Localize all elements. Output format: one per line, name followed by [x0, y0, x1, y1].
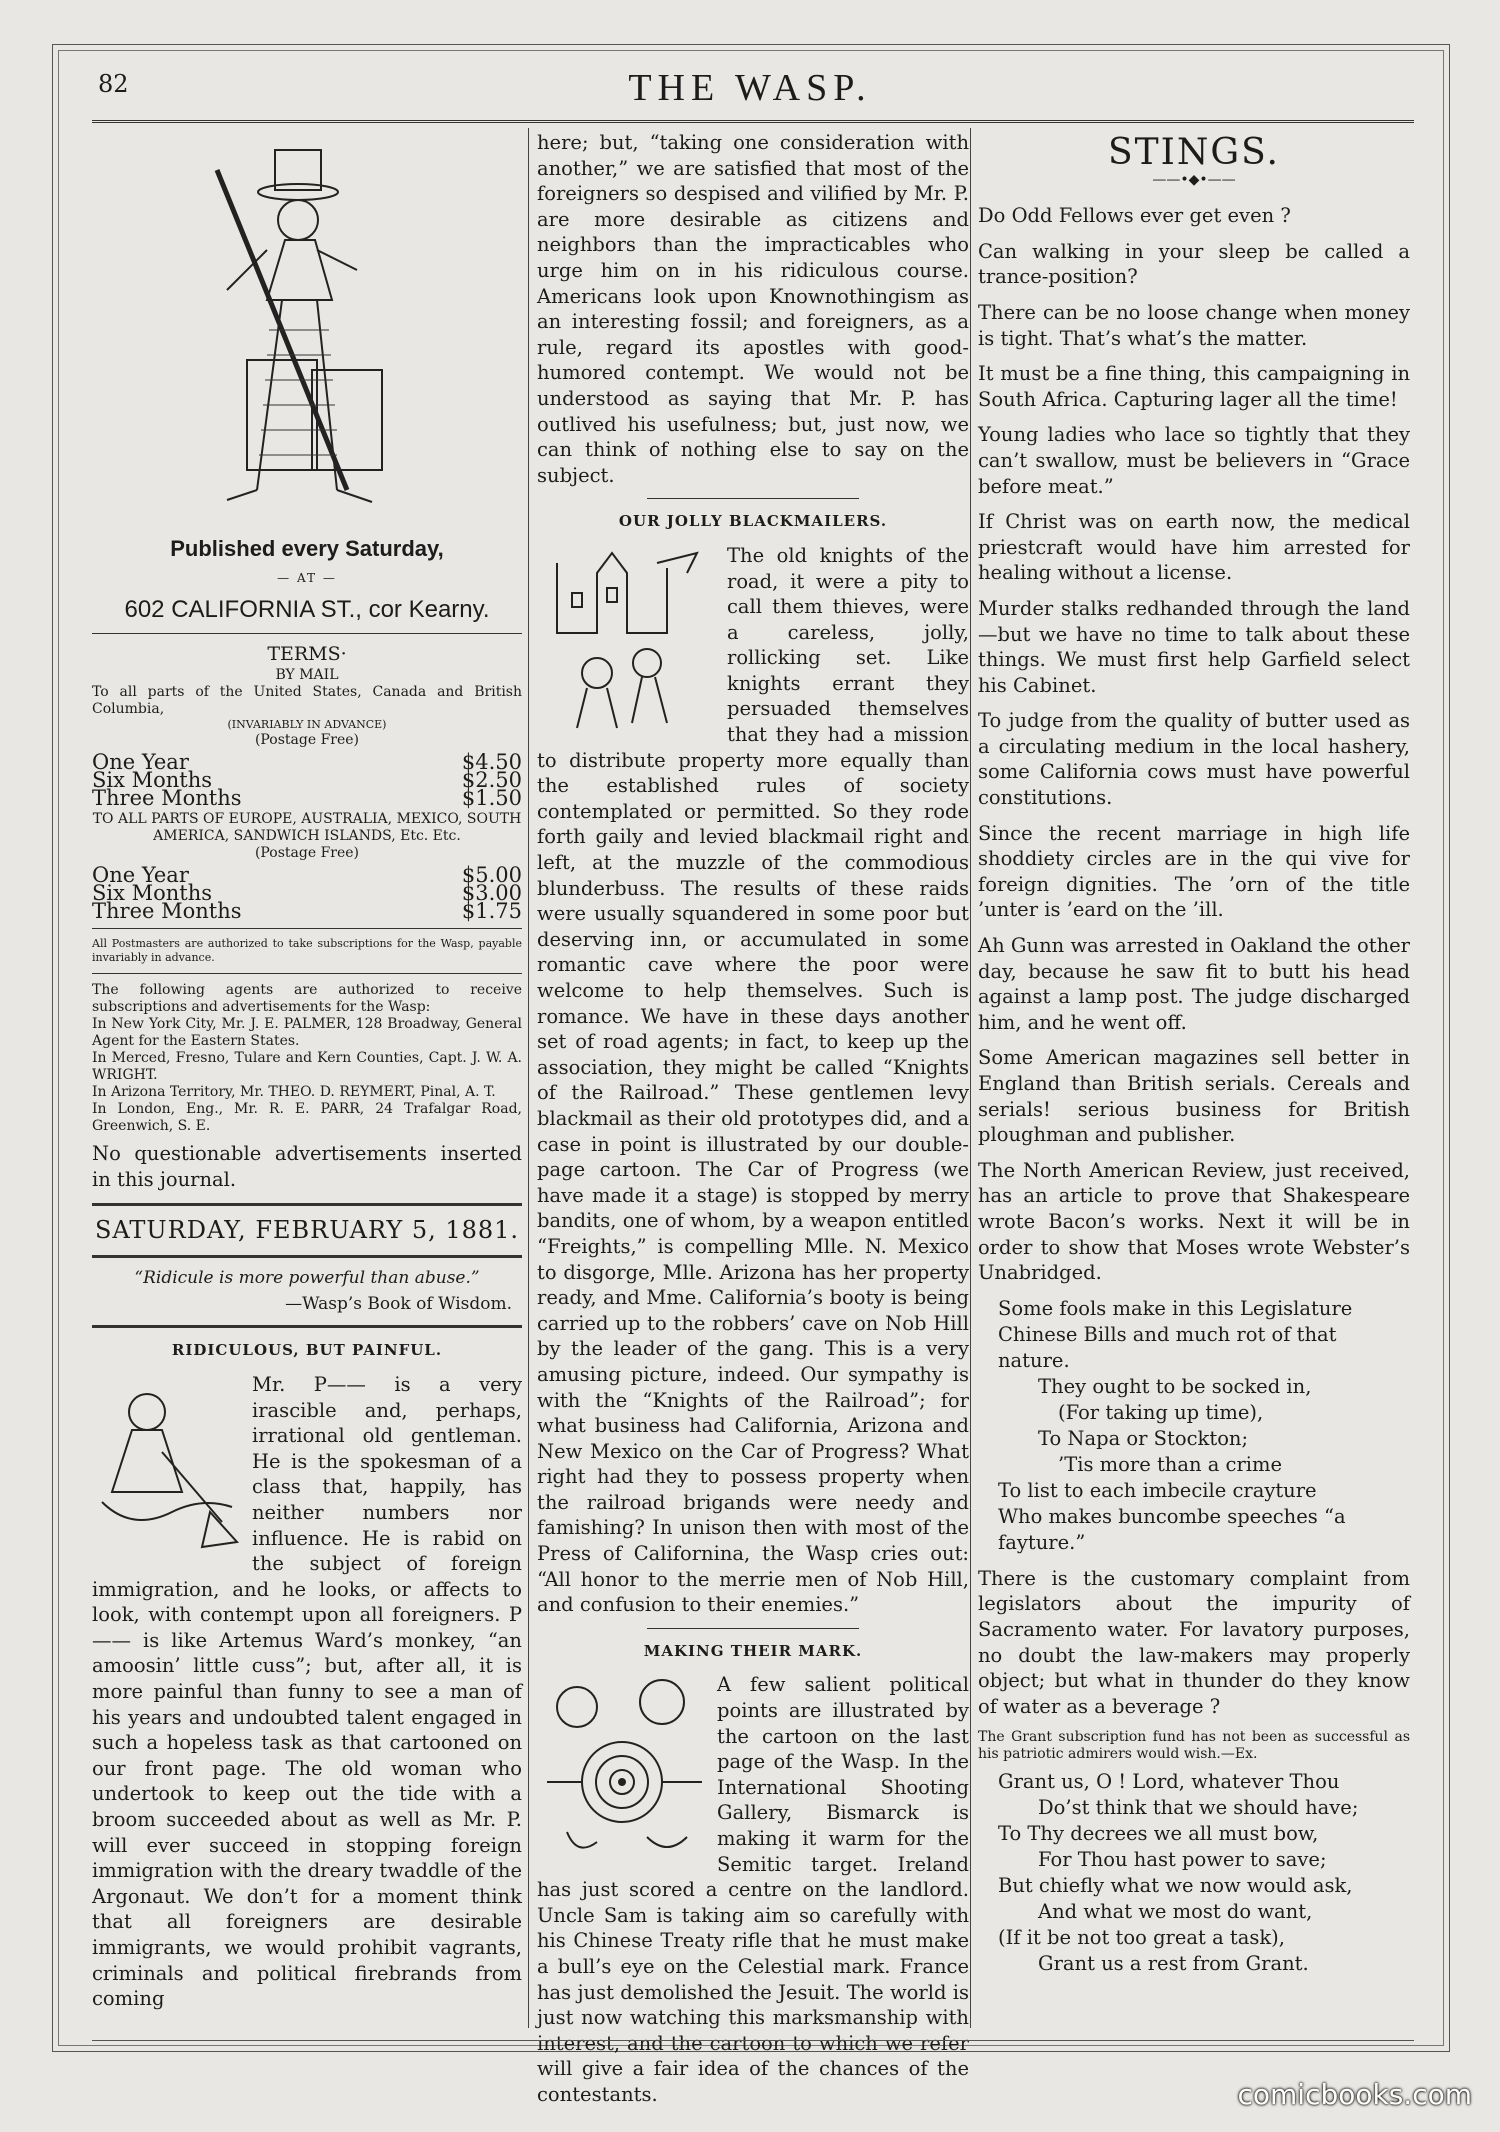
header-rule [92, 120, 1414, 123]
poem-line: But chiefly what we now would ask, [998, 1874, 1353, 1898]
rate-row: One Year $5.00 [92, 863, 522, 888]
foreign-line: TO ALL PARTS OF EUROPE, AUSTRALIA, MEXICO, SOUTH AMERICA, SANDWICH ISLANDS, Etc. Etc. [92, 811, 522, 845]
poem-line: And what we most do want, [1038, 1900, 1313, 1924]
site-watermark: comicbooks.com [1237, 2078, 1472, 2111]
divider [647, 498, 859, 499]
sting-item: Ah Gunn was arrested in Oakland the other day, because he saw fit to butt his head against a lamp post. The judge discharged him, and he went off. [978, 934, 1410, 1034]
poem-line: Chinese Bills and much rot of that nature. [998, 1322, 1337, 1372]
article-continued: here; but, “taking one consideration with another,” we are satisfied that most of the foreigners so despised and vilified by Mr. P. are more desirable as citizens and neighbors than the impracticables who urge him on in his ridiculous course. Americans look upon Knownothingism as an interesting fossil; and foreigners, as a rule, regard its apostles with good-humored contempt. We would not be understood as saying that Mr. P. has outlived his usefulness; but, just now, we can think of nothing else to say on the subject. [537, 131, 969, 487]
divider [92, 928, 522, 929]
bottom-rule [92, 2040, 1414, 2041]
sting-item: Young ladies who lace so tightly that they can’t swallow, must be believers in “Grace before meat.” [978, 423, 1410, 498]
article-heading: RIDICULOUS, BUT PAINFUL. [171, 1341, 443, 1360]
legislature-poem [978, 1296, 1410, 1556]
sting-item: There is the customary complaint from legislators about the impurity of Sacramento water. For lavatory purposes, no doubt the law-makers may properly object; but what in thunder do they know of water as a beverage ? [978, 1566, 1410, 1718]
rate-row: Three Months $1.75 [92, 899, 522, 924]
article-heading: MAKING THEIR MARK. [643, 1641, 863, 1660]
poem-line: Do’st think that we should have; [1038, 1796, 1359, 1820]
sting-item: If Christ was on earth now, the medical priestcraft would have him arrested for healing without a license. [978, 510, 1410, 585]
domestic-rates [92, 750, 522, 811]
agent-item: In New York City, Mr. J. E. PALMER, 128 Broadway, General Agent for the Eastern States. [92, 1016, 522, 1050]
at-label: — AT — [277, 570, 337, 585]
poem-line: Grant us a rest from Grant. [1038, 1952, 1309, 1976]
column-rule [528, 128, 529, 2028]
shooting-gallery-illustration [537, 1672, 707, 1862]
middle-column [537, 130, 969, 2118]
uncle-sam-wasp-illustration [157, 130, 457, 530]
sting-item: To judge from the quality of butter used as a circulating medium in the local hashery, some California cows must have powerful constitutions. [978, 709, 1410, 810]
motto-quote: “Ridicule is more powerful than abuse.” [134, 1268, 480, 1289]
poem-line: To Napa or Stockton; [1038, 1426, 1249, 1450]
article-body: Mr. P—— is a very irascible and, perhaps, irrational old gentleman. He is the spokesman of a class that, happily, has neither numbers nor influence. He is rabid on the subject of foreign immigration, and he looks, or affects to look, with contempt upon all foreigners. P—— is like Artemus Ward’s monkey, “an amoosin’ little cuss”; but, after all, it is more painful than funny to see a man of his years and undoubted talent engaged in such a hopeless task as that cartooned on our front page. The old woman who undertook to keep out the tide with a broom succeeded about as well as Mr. P. will ever succeed in stopping foreign immigration with the dreary twaddle of the Argonaut. We don’t for a moment think that all foreigners are desirable immigrants, we would prohibit vagrants, criminals and political firebrands from coming [92, 1372, 522, 2011]
poem-line: Grant us, O ! Lord, whatever Thou [998, 1770, 1340, 1794]
office-address: 602 CALIFORNIA ST., cor Kearny. [124, 596, 490, 624]
agent-item: In Merced, Fresno, Tulare and Kern Counties, Capt. J. W. A. WRIGHT. [92, 1050, 522, 1084]
rate-row: Three Months $1.50 [92, 786, 522, 811]
poem-line: Who makes buncombe speeches “a fayture.” [998, 1504, 1346, 1554]
postmasters-note: All Postmasters are authorized to take subscriptions for the Wasp, payable invariably in advance. [92, 937, 522, 965]
poem-line: They ought to be socked in, [1038, 1374, 1312, 1398]
motto-attribution: —Wasp’s Book of Wisdom. [285, 1293, 512, 1314]
sting-item: Murder stalks redhanded through the land —but we have no time to talk about these things. We must first help Garfield select his Cabinet. [978, 596, 1410, 697]
poem-line: For Thou hast power to save; [1038, 1848, 1327, 1872]
agents-intro: The following agents are authorized to receive subscriptions and advertisements for the Wasp: [92, 982, 522, 1016]
grant-poem [978, 1769, 1410, 1977]
article-body: A few salient political points are illustrated by the cartoon on the last page of the Wasp. In the International Shooting Gallery, Bismarck is making it warm for the Semitic target. Ireland has just scored a centre on the landlord. Uncle Sam is taking aim so carefully with his Chinese Treaty rifle that he must make a bull’s eye on the Celestial mark. France has just demolished the Jesuit. The world is just now watching this marksmanship with interest, and the cartoon to which we refer will give a fair idea of the chances of the contestants. [537, 1673, 969, 2106]
grant-intro: The Grant subscription fund has not been as successful as his patriotic admirers would wish.—Ex. [978, 1729, 1410, 1763]
issue-date: SATURDAY, FEBRUARY 5, 1881. [94, 1215, 520, 1244]
thick-divider [92, 1203, 522, 1206]
left-column [92, 130, 522, 2022]
castle-bandits-illustration [537, 543, 717, 733]
postage-free: (Postage Free) [254, 732, 360, 749]
thick-divider [92, 1255, 522, 1258]
stings-title: STINGS. [1108, 132, 1280, 173]
sting-item: Since the recent marriage in high life shoddiety circles are in the qui vive for foreign dignities. The ’orn of the title ’unter is ’eard on the ’ill. [978, 821, 1410, 922]
sting-item: There can be no loose change when money is tight. That’s what’s the matter. [978, 300, 1410, 350]
old-woman-broom-illustration [92, 1372, 242, 1552]
agent-item: In Arizona Territory, Mr. THEO. D. REYMERT, Pinal, A. T. [92, 1084, 496, 1101]
poem-line: Some fools make in this Legislature [998, 1296, 1353, 1320]
published-every-saturday: Published every Saturday, [170, 536, 444, 561]
terms-title: TERMS· [267, 642, 347, 665]
divider [92, 973, 522, 974]
rate-row: Six Months $2.50 [92, 768, 522, 793]
thick-divider [92, 1325, 522, 1328]
page-number: 82 [98, 70, 129, 98]
poem-line: To list to each imbecile crayture [998, 1478, 1317, 1502]
masthead: THE WASP. [628, 67, 872, 109]
poem-line: (For taking up time), [1058, 1400, 1264, 1424]
poem-line: ’Tis more than a crime [1058, 1452, 1283, 1476]
right-column [978, 130, 1410, 1987]
sting-item: Do Odd Fellows ever get even ? [978, 204, 1291, 228]
sting-item: Can walking in your sleep be called a trance-position? [978, 239, 1410, 289]
ornament: ——•◆•—— [1152, 171, 1236, 188]
rate-row: Six Months $3.00 [92, 881, 522, 906]
article-heading: OUR JOLLY BLACKMAILERS. [618, 512, 888, 531]
by-mail: BY MAIL [275, 667, 339, 684]
domestic-line: To all parts of the United States, Canada and British Columbia, [92, 684, 522, 718]
postage-free-2: (Postage Free) [254, 845, 360, 862]
no-ads-note: No questionable advertisements inserted in this journal. [92, 1142, 522, 1191]
column-rule [970, 128, 971, 2028]
foreign-rates [92, 863, 522, 924]
divider [92, 633, 522, 634]
divider [647, 1628, 859, 1629]
rate-row: One Year $4.50 [92, 750, 522, 775]
article-body: The old knights of the road, it were a pity to call them thieves, were a careless, jolly, rollicking set. Like knights errant they persuaded themselves that they had a mission to distribute property more equally than the established rules of society contemplated or permitted. So they rode forth gaily and levied blackmail right and left, at the muzzle of the commodious blunderbuss. The results of these raids were usually squandered in some poor but deserving inn, or accumulated in some romantic cave where the poor were welcome to help themselves. Such is romance. We have in these days another set of road agents; in fact, to keep up the association, they might be called “Knights of the Railroad.” These gentlemen levy blackmail as their old prototypes did, and a case in point is illustrated by our double-page cartoon. The Car of Progress (we have made it a stage) is stopped by merry bandits, one of whom, by a weapon entitled “Freights,” is compelling Mlle. N. Mexico to disgorge, Mlle. Arizona has her property ready, and Mme. California’s booty is being carried up to the robbers’ cave on Nob Hill by the leader of the gang. This is a very amusing picture, indeed. Our sympathy is with the “Knights of the Railroad”; for what business had California, Arizona and New Mexico on the Car of Progress? What right had they to possess property when the railroad brigands were needy and famishing? In unison then with most of the Press of Californina, the Wasp cries out: “All honor to the merrie men of Nob Hill, and confusion to their enemies.” [537, 543, 969, 1617]
agent-item: In London, Eng., Mr. R. E. PARR, 24 Trafalgar Road, Greenwich, S. E. [92, 1101, 522, 1135]
poem-line: To Thy decrees we all must bow, [998, 1822, 1319, 1846]
invariably-in-advance: (INVARIABLY IN ADVANCE) [227, 718, 387, 732]
sting-item: The North American Review, just received, has an article to prove that Shakespeare wrote Bacon’s works. Next it will be in order to show that Moses wrote Webster’s Unabridged. [978, 1158, 1410, 1285]
sting-item: It must be a fine thing, this campaigning in South Africa. Capturing lager all the time! [978, 362, 1410, 411]
sting-item: Some American magazines sell better in England than British serials. Cereals and serials! serious business for British ploughman and publisher. [978, 1046, 1410, 1147]
poem-line: (If it be not too great a task), [998, 1926, 1285, 1950]
